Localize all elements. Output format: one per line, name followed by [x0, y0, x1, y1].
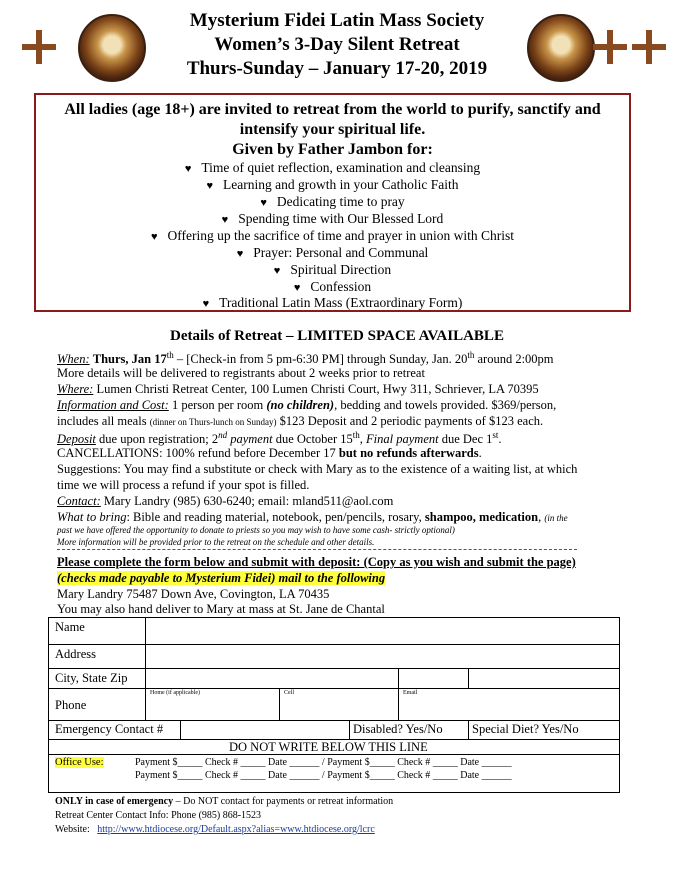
suggestions-line-1: Suggestions: You may find a substitute or check with Mary as to the existence of a waiting list, at which — [57, 462, 578, 476]
email-field-label: Email — [403, 690, 418, 696]
disabled-label: Disabled? Yes/No — [353, 722, 443, 736]
hand-deliver-line: You may also hand deliver to Mary at mass at St. Jane de Chantal — [57, 602, 385, 616]
mail-address-line: Mary Landry 75487 Down Ave, Covington, LA 70435 — [57, 587, 330, 601]
invite-list-item: ♥ Dedicating time to pray — [260, 194, 405, 209]
emergency-notice: ONLY in case of emergency – Do NOT contact for payments or retreat information — [55, 796, 394, 807]
contact-line: Contact: Mary Landry (985) 630-6240; email: mland511@aol.com — [57, 494, 394, 508]
invite-line-1: All ladies (age 18+) are invited to retreat from the world to purify, sanctify and — [64, 101, 601, 118]
heart-icon: ♥ — [184, 163, 192, 175]
invite-list-item: ♥ Offering up the sacrifice of time and prayer in union with Christ — [150, 228, 515, 243]
invite-list-item: ♥ Spending time with Our Blessed Lord — [221, 211, 444, 226]
home-phone-label: Home (if applicable) — [150, 690, 200, 696]
invite-list-item: ♥ Confession — [293, 279, 372, 294]
bring-note-1: past we have offered the opportunity to donate to priests so you may wish to have some cash- strictly optional) — [57, 525, 455, 535]
do-not-write-notice: DO NOT WRITE BELOW THIS LINE — [229, 740, 428, 754]
cell-phone-label: Cell — [284, 690, 294, 696]
invite-list-item: ♥ Learning and growth in your Catholic Faith — [206, 177, 459, 192]
retreat-center-contact: Retreat Center Contact Info: Phone (985) 868-1523 — [55, 810, 262, 821]
special-diet-label: Special Diet? Yes/No — [472, 722, 579, 736]
invite-line-2: intensify your spiritual life. — [239, 121, 426, 138]
emergency-contact-label: Emergency Contact # — [55, 722, 164, 736]
checks-payable-line: (checks made payable to Mysterium Fidei) mail to the following — [57, 571, 386, 585]
bring-note-2: More information will be provided prior to the retreat on the schedule and other details. — [57, 537, 375, 547]
phone-field-label: Phone — [55, 698, 87, 712]
heart-icon: ♥ — [221, 214, 229, 226]
name-field-label: Name — [55, 620, 85, 634]
payment-row: Payment $_____ Check # _____ Date ______ / Payment $_____ Check # _____ Date ______ — [135, 770, 512, 781]
deposit-line: Deposit due upon registration; 2nd payment due October 15th, Final payment due Dec 1st. — [57, 430, 502, 447]
heart-icon: ♥ — [273, 265, 281, 277]
heart-icon: ♥ — [236, 248, 244, 260]
header-subtitle: Women’s 3-Day Silent Retreat — [214, 34, 460, 55]
payment-row: Payment $_____ Check # _____ Date ______ / Payment $_____ Check # _____ Date ______ — [135, 757, 512, 768]
heart-icon: ♥ — [293, 282, 301, 294]
registration-form — [48, 617, 620, 793]
heart-icon: ♥ — [150, 231, 158, 243]
dashed-separator — [57, 549, 577, 550]
cancellation-line: CANCELLATIONS: 100% refund before December 17 but no refunds afterwards. — [57, 446, 482, 460]
address-field-label: Address — [55, 647, 96, 661]
office-use-label: Office Use: — [55, 757, 104, 768]
more-details-line: More details will be delivered to registrants about 2 weeks prior to retreat — [57, 366, 425, 380]
heart-icon: ♥ — [206, 180, 214, 192]
invite-line-3: Given by Father Jambon for: — [232, 141, 433, 158]
header-dates: Thurs-Sunday – January 17-20, 2019 — [186, 58, 488, 79]
city-state-zip-label: City, State Zip — [55, 671, 128, 685]
info-line: Information and Cost: 1 person per room (no children), bedding and towels provided. $369/person, — [57, 398, 557, 412]
heart-icon: ♥ — [260, 197, 267, 209]
details-title: Details of Retreat – LIMITED SPACE AVAILABLE — [170, 328, 504, 344]
website-line: Website: http://www.htdiocese.org/Default.aspx?alias=www.htdiocese.org/lcrc — [55, 824, 375, 835]
bring-line: What to bring: Bible and reading material, notebook, pen/pencils, rosary, shampoo, medication, (in the — [57, 510, 568, 524]
header-title: Mysterium Fidei Latin Mass Society — [189, 10, 485, 31]
suggestions-line-2: time we will process a refund if your spot is filled. — [57, 478, 310, 492]
when-line: When: Thurs, Jan 17th – [Check-in from 5 pm-6:30 PM] through Sunday, Jan. 20th around 2:00pm — [57, 350, 554, 367]
heart-icon: ♥ — [202, 298, 210, 310]
meals-line: includes all meals (dinner on Thurs-lunch on Sunday) $123 Deposit and 2 periodic payments of $123 each. — [57, 414, 544, 428]
invite-list-item: ♥ Spiritual Direction — [273, 262, 392, 277]
invite-list-item: ♥ Prayer: Personal and Communal — [236, 245, 429, 260]
submit-instructions: Please complete the form below and submit with deposit: (Copy as you wish and submit the page) — [57, 555, 576, 569]
invite-list-item: ♥ Traditional Latin Mass (Extraordinary Form) — [202, 295, 463, 310]
where-line: Where: Lumen Christi Retreat Center, 100 Lumen Christi Court, Hwy 311, Schriever, LA 70395 — [57, 382, 539, 396]
invite-list-item: ♥ Time of quiet reflection, examination and cleansing — [184, 160, 481, 175]
website-link[interactable]: http://www.htdiocese.org/Default.aspx?alias=www.htdiocese.org/lcrc — [97, 824, 375, 835]
